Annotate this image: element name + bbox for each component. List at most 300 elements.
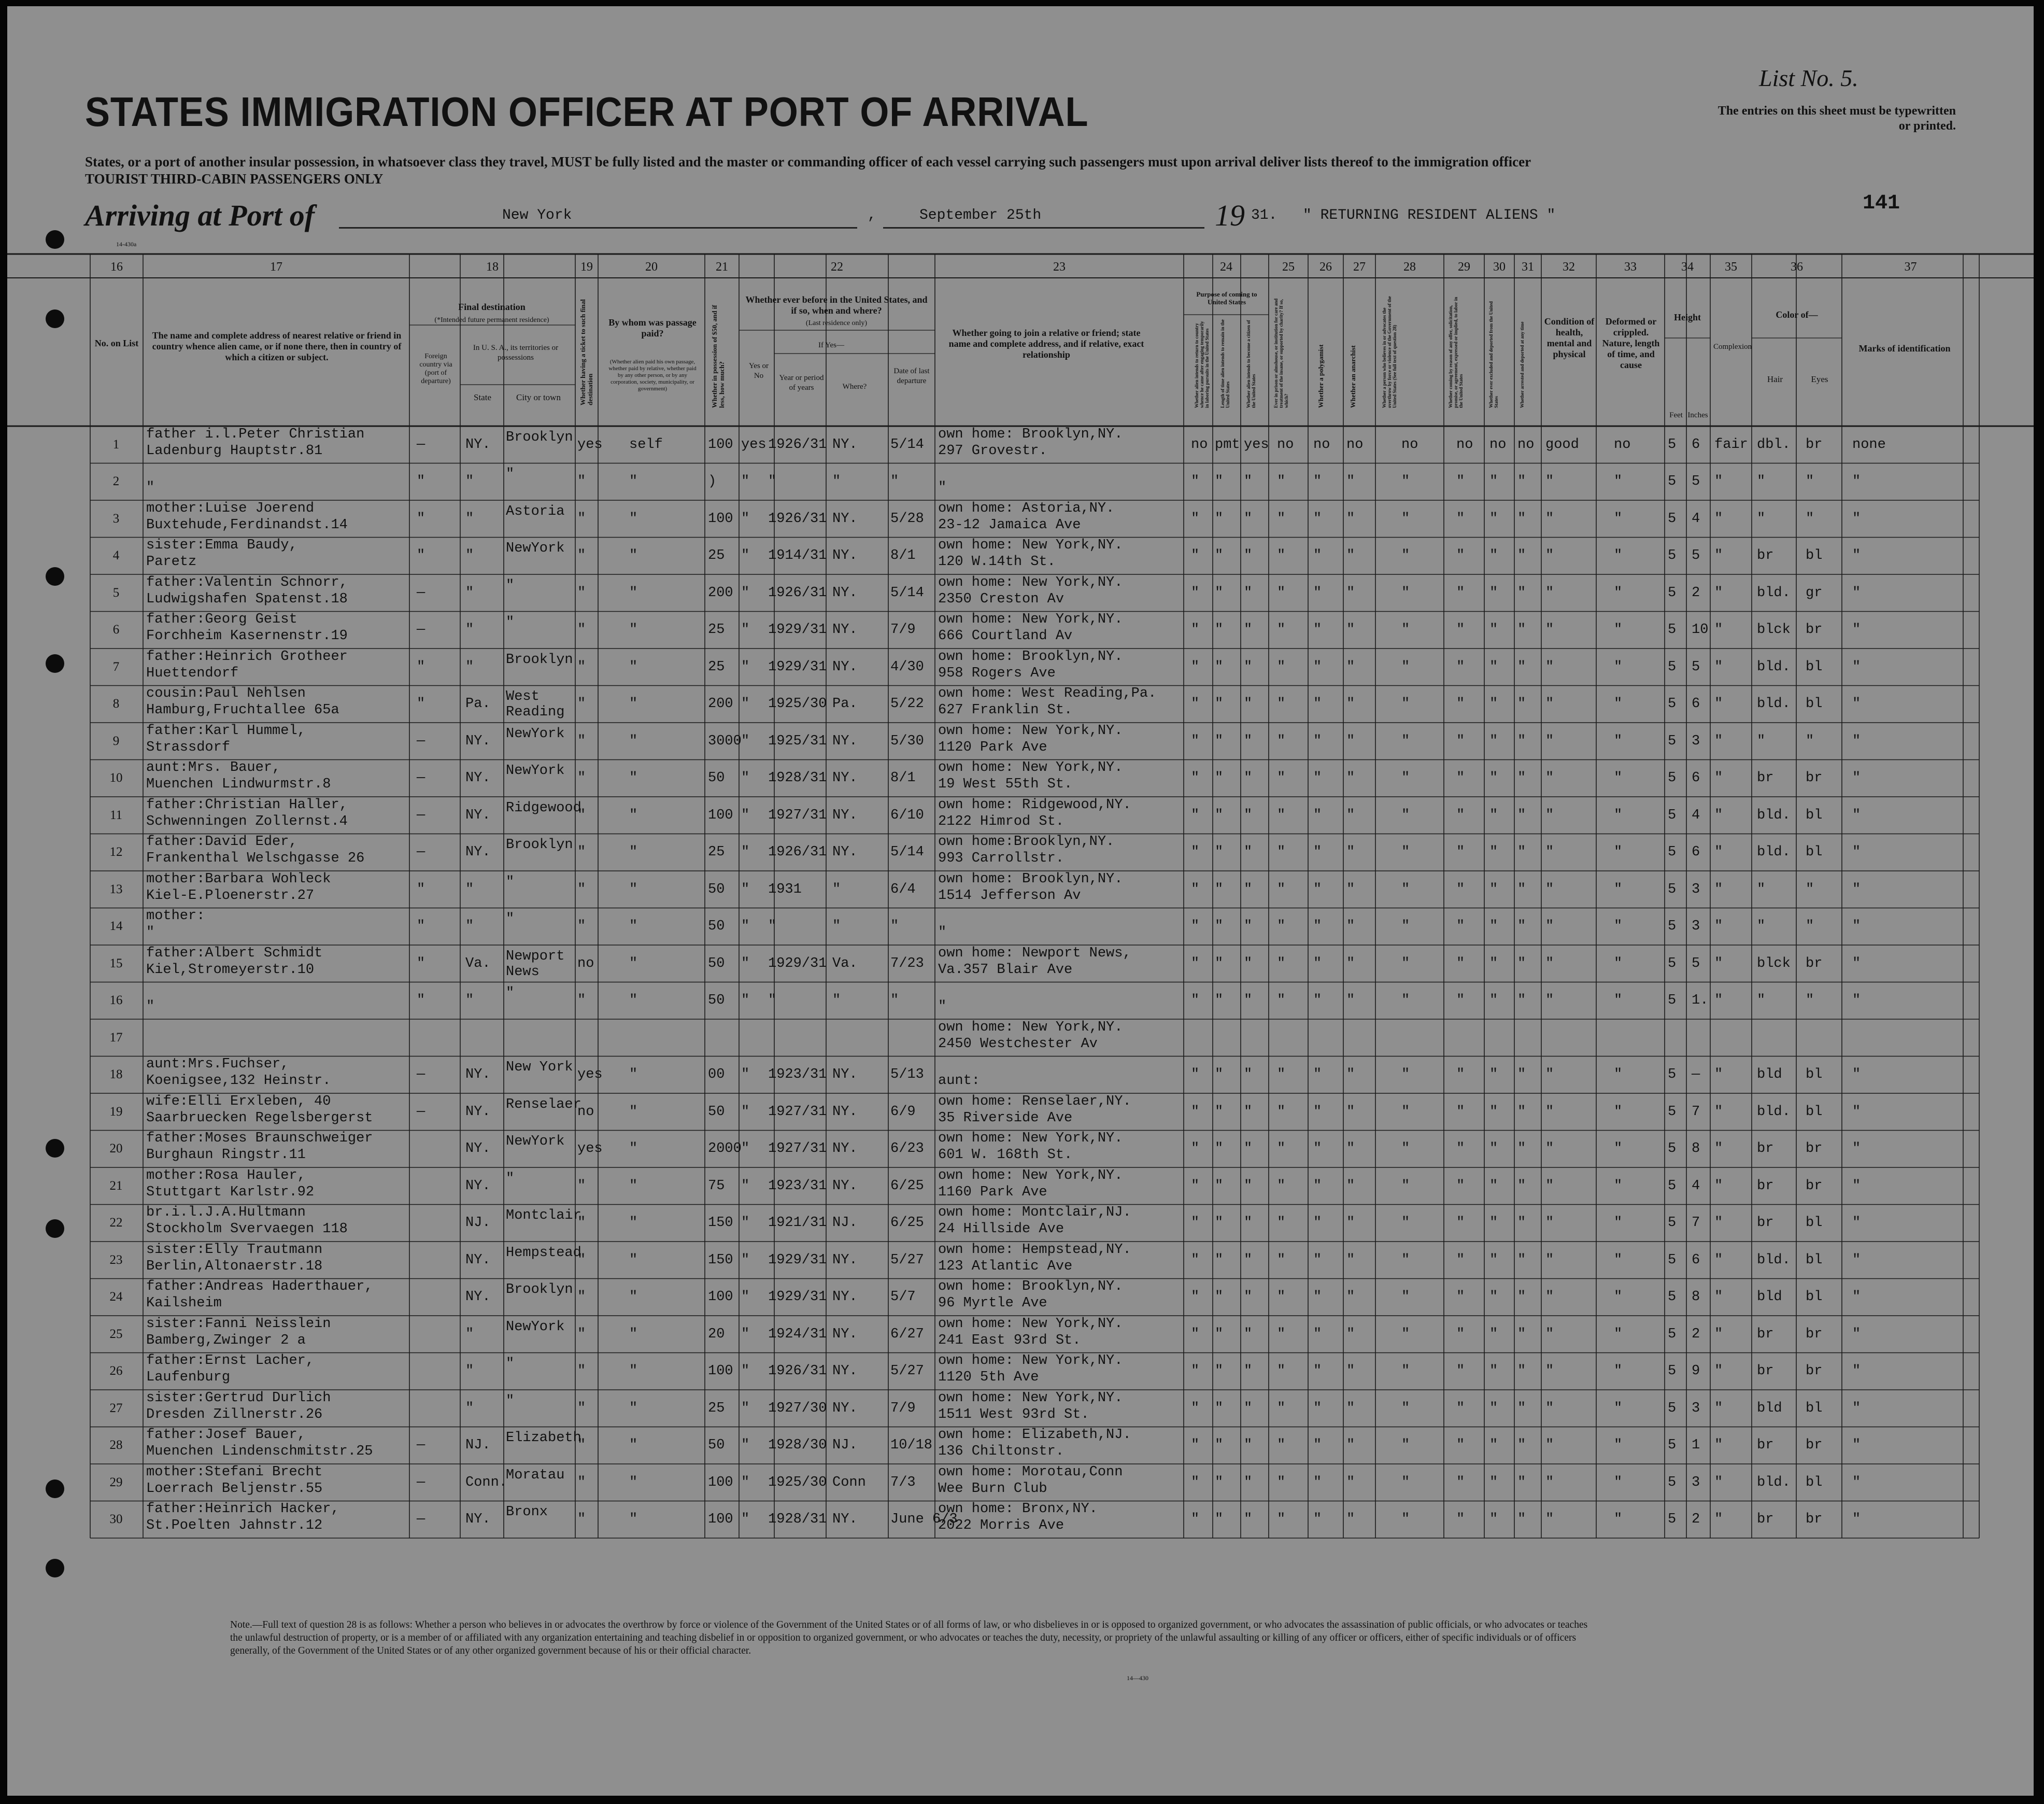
foreign-country: — [417,436,425,453]
prison: " [1277,1326,1286,1342]
arrested: " [1517,622,1526,638]
height-inches: 5 [1692,659,1700,675]
arrested: " [1517,807,1526,823]
overthrow: " [1401,919,1410,935]
contract-labor: " [1456,622,1465,638]
height-inches: 5 [1692,548,1700,564]
identification-marks: " [1852,919,1861,935]
prison: " [1277,993,1286,1009]
identification-marks: " [1852,807,1861,823]
health: " [1545,1067,1554,1083]
purpose-return: " [1191,1252,1200,1268]
where: NY. [832,1141,858,1157]
year-period: 1929/31 [768,1289,827,1305]
last-departure: 8/1 [890,548,916,564]
paid-by: " [629,511,638,527]
purpose-length: " [1215,844,1224,861]
year-period: 1923/31 [768,1178,827,1194]
contract-labor: " [1456,955,1465,971]
height-inches: 7 [1692,1215,1700,1231]
polygamist: " [1313,548,1322,564]
ticket: " [577,622,586,638]
identification-marks: " [1852,474,1861,490]
purpose-return: " [1191,770,1200,786]
eye-color: br [1806,622,1823,638]
health: " [1545,1252,1554,1268]
height-inches: 5 [1692,474,1700,490]
column-number: 18 [486,260,499,274]
polygamist: " [1313,1326,1322,1342]
prison: " [1277,1474,1286,1490]
joining-line-2: 23-12 Jamaica Ave [938,517,1081,533]
contract-labor: " [1456,993,1465,1009]
relative-line-1: br.i.l.J.A.Hultmann [146,1205,306,1221]
ever-before: " [741,1215,750,1231]
height-feet: 5 [1668,511,1677,527]
relative-line-2: Dresden Zillnerstr.26 [146,1406,323,1422]
height-inches: — [1692,1067,1700,1083]
anarchist: " [1346,844,1355,861]
paid-by: " [629,1215,638,1231]
header-before-us-note: (Last residence only) [805,319,868,327]
row-number: 3 [112,511,120,526]
row-number: 4 [112,548,120,563]
deformed: no [1614,436,1631,453]
purpose-citizen: " [1244,733,1253,749]
last-departure: 7/9 [890,1400,916,1416]
last-departure: 6/23 [890,1141,924,1157]
paid-by: " [629,1326,638,1342]
city-line-2: News [506,964,540,980]
eye-color: " [1806,919,1814,935]
last-departure: " [890,993,899,1009]
hair-color: bld. [1757,1252,1791,1268]
height-inches: 8 [1692,1289,1700,1305]
year-period: 1929/31 [768,622,827,638]
height-inches: 2 [1692,585,1700,601]
complexion: " [1714,1067,1723,1083]
hair-color: " [1757,881,1766,897]
overthrow: " [1401,881,1410,897]
money: 25 [708,1400,725,1416]
city: NewYork [506,1134,565,1150]
purpose-citizen: " [1244,807,1253,823]
ever-before: " [741,474,750,490]
where: Pa. [832,696,858,712]
joining-line-2: 136 Chiltonstr. [938,1444,1064,1460]
ticket: " [577,1363,586,1379]
identification-marks: " [1852,770,1861,786]
polygamist: " [1313,1104,1322,1120]
purpose-length: " [1215,1437,1224,1454]
health: " [1545,1363,1554,1379]
header-relative: The name and complete address of nearest relative or friend in country whence alien came, or if none there, then in country of which a citizen or subject. [152,330,402,362]
identification-marks: " [1852,1400,1861,1416]
purpose-citizen: " [1244,1141,1253,1157]
relative-line-2: Kailsheim [146,1295,222,1312]
overthrow: " [1401,622,1410,638]
hair-color: bld. [1757,807,1791,823]
where: NY. [832,1363,858,1379]
height-inches: 1 [1692,1437,1700,1454]
polygamist: " [1313,919,1322,935]
year-period: 1926/31 [768,844,827,861]
excluded: " [1489,993,1498,1009]
paid-by: " [629,955,638,971]
page-number: 141 [1863,192,1900,215]
excluded: " [1489,955,1498,971]
eye-color: " [1806,993,1814,1009]
header-city: City or town [516,392,561,402]
polygamist: " [1313,474,1322,490]
paid-by: " [629,1400,638,1416]
eye-color: br [1806,1512,1823,1528]
excluded: " [1489,1363,1498,1379]
money: 200 [708,585,733,601]
identification-marks: " [1852,1141,1861,1157]
purpose-citizen: " [1244,659,1253,675]
identification-marks: " [1852,1215,1861,1231]
prison: " [1277,1289,1286,1305]
where: NY. [832,622,858,638]
ever-before: " [741,844,750,861]
joining-line-2: 1511 West 93rd St. [938,1406,1089,1422]
height-feet: 5 [1668,1512,1677,1528]
paid-by: " [629,1067,638,1083]
complexion: " [1714,511,1723,527]
health: good [1545,436,1579,453]
height-feet: 5 [1668,1474,1677,1490]
height-feet: 5 [1668,1252,1677,1268]
binder-hole [46,230,64,249]
height-feet: 5 [1668,844,1677,861]
relative-line-2: Berlin,Altonaerstr.18 [146,1258,323,1274]
anarchist: " [1346,1289,1355,1305]
polygamist: " [1313,993,1322,1009]
purpose-citizen: " [1244,1437,1253,1454]
excluded: " [1489,474,1498,490]
overthrow: " [1401,1178,1410,1194]
purpose-length: " [1215,1252,1224,1268]
height-inches: 5 [1692,955,1700,971]
excluded: " [1489,511,1498,527]
complexion: " [1714,474,1723,490]
paid-by: " [629,1252,638,1268]
column-number: 23 [1053,260,1066,274]
ever-before: " [741,1067,750,1083]
foreign-country: — [417,622,425,638]
identification-marks: " [1852,1437,1861,1454]
height-feet: 5 [1668,955,1677,971]
year-period: 1927/31 [768,1141,827,1157]
purpose-citizen: " [1244,1067,1253,1083]
health: " [1545,955,1554,971]
anarchist: " [1346,659,1355,675]
row-number: 16 [109,993,123,1008]
subtitle-instructions: States, or a port of another insular possession, in whatsoever class they travel, MUST be fully listed and the master or commanding officer of each vessel carrying such passengers must upon arrival deliver lists thereof to the immigration officer [85,154,1531,170]
joining-line-2: Wee Burn Club [938,1481,1047,1497]
joining-line-2: " [938,999,947,1015]
relative-line-1: father:Moses Braunschweiger [146,1131,373,1147]
ever-before: " [741,1141,750,1157]
height-inches: 4 [1692,511,1700,527]
date-value: September 25th [919,207,1042,223]
port-value: New York [502,207,572,223]
column-number: 19 [580,260,593,274]
contract-labor: " [1456,807,1465,823]
height-feet: 5 [1668,622,1677,638]
column-number: 28 [1403,260,1416,274]
city: Hempstead [506,1245,581,1261]
joining-line-1: own home: New York,NY. [938,760,1123,776]
row-number: 27 [109,1401,123,1415]
foreign-country: — [417,807,425,823]
city: Brooklyn [506,652,573,668]
hair-color: bld. [1757,659,1791,675]
relative-line-1: cousin:Paul Nehlsen [146,686,306,702]
binder-hole [46,567,64,586]
header-paid-by-note: (Whether alien paid his own passage, whether paid by relative, whether paid by any other person, or by any corporation, society, municipality, or government) [608,359,697,392]
header-marks: Marks of identification [1858,343,1951,354]
prison: " [1277,1400,1286,1416]
foreign-country: — [417,1067,425,1083]
deformed: " [1614,1104,1623,1120]
paid-by: " [629,696,638,712]
relative-line-2: Burghaun Ringstr.11 [146,1147,306,1163]
column-number: 16 [110,260,123,274]
polygamist: " [1313,807,1322,823]
state: " [465,1400,474,1416]
purpose-length: " [1215,659,1224,675]
complexion: " [1714,1289,1723,1305]
prison: " [1277,1252,1286,1268]
polygamist: no [1313,436,1330,453]
purpose-length: " [1215,1326,1224,1342]
overthrow: " [1401,1474,1410,1490]
purpose-return: " [1191,807,1200,823]
health: " [1545,696,1554,712]
overthrow: " [1401,993,1410,1009]
binder-hole [46,1219,64,1238]
purpose-citizen: " [1244,1215,1253,1231]
deformed: " [1614,696,1623,712]
anarchist: " [1346,474,1355,490]
contract-labor: " [1456,696,1465,712]
state: NY. [465,844,491,861]
header-purpose-b: Length of time alien intends to remain in the United States [1220,319,1230,408]
foreign-country: " [417,993,425,1009]
deformed: " [1614,993,1623,1009]
paid-by: " [629,548,638,564]
ever-before: " [741,659,750,675]
arrested: " [1517,1289,1526,1305]
where: NY. [832,1400,858,1416]
deformed: " [1614,770,1623,786]
overthrow: " [1401,511,1410,527]
city: Moratau [506,1467,565,1483]
purpose-citizen: " [1244,1178,1253,1194]
header-state: State [474,392,491,402]
where: NJ. [832,1437,858,1454]
paid-by: " [629,733,638,749]
foreign-country: " [417,696,425,712]
year-period: 1926/31 [768,511,827,527]
overthrow: " [1401,955,1410,971]
hair-color: " [1757,993,1766,1009]
anarchist: " [1346,1067,1355,1083]
row-number: 22 [109,1216,123,1230]
purpose-citizen: " [1244,1512,1253,1528]
complexion: " [1714,1252,1723,1268]
eye-color: bl [1806,1474,1823,1490]
deformed: " [1614,1512,1623,1528]
identification-marks: " [1852,511,1861,527]
purpose-return: " [1191,696,1200,712]
height-feet: 5 [1668,585,1677,601]
header-usa-note: In U. S. A., its territories or possessions [473,344,559,362]
purpose-length: " [1215,511,1224,527]
polygamist: " [1313,1141,1322,1157]
deformed: " [1614,1474,1623,1490]
height-inches: 1. [1692,993,1709,1009]
relative-line-1: father:Georg Geist [146,612,297,628]
prison: no [1277,436,1294,453]
joining-line-2: 1160 Park Ave [938,1184,1047,1200]
header-polygamist: Whether a polygamist [1317,344,1325,408]
overthrow: " [1401,733,1410,749]
ever-before: yes [741,436,766,453]
header-money: Whether in possession of $50, and if less, how much? [711,305,726,408]
state: NY. [465,1512,491,1528]
foreign-country: — [417,1512,425,1528]
purpose-length: " [1215,1215,1224,1231]
where: NY. [832,1512,858,1528]
city: Newport [506,948,565,964]
ever-before: " [741,1474,750,1490]
where: Conn [832,1474,866,1490]
hair-color: br [1757,1178,1774,1194]
purpose-length: " [1215,622,1224,638]
ever-before: " [741,1512,750,1528]
health: " [1545,1474,1554,1490]
joining-line-1: own home: West Reading,Pa. [938,686,1157,702]
eye-color: bl [1806,1400,1823,1416]
complexion: " [1714,844,1723,861]
arrested: " [1517,1400,1526,1416]
column-number: 33 [1624,260,1637,274]
arrested: " [1517,1252,1526,1268]
height-feet: 5 [1668,881,1677,897]
relative-line-2: Hamburg,Fruchtallee 65a [146,702,339,718]
complexion: " [1714,1363,1723,1379]
relative-line-2: Buxtehude,Ferdinandst.14 [146,517,348,533]
identification-marks: " [1852,1363,1861,1379]
where: NY. [832,436,858,453]
row-number: 18 [109,1067,123,1082]
joining-line-2: 666 Courtland Av [938,628,1073,644]
eye-color: br [1806,770,1823,786]
last-departure: 7/23 [890,955,924,971]
height-feet: 5 [1668,1400,1677,1416]
money: 150 [708,1252,733,1268]
row-number: 26 [109,1364,123,1378]
relative-line-2: Ludwigshafen Spatenst.18 [146,591,348,607]
header-no-on-list: No. on List [94,338,139,348]
eye-color: bl [1806,659,1823,675]
year-period: 1927/31 [768,1104,827,1120]
deformed: " [1614,1215,1623,1231]
health: " [1545,1437,1554,1454]
purpose-return: " [1191,955,1200,971]
money: 25 [708,622,725,638]
hair-color: br [1757,1215,1774,1231]
relative-line-1: mother:Rosa Hauler, [146,1167,306,1183]
city: NewYork [506,541,565,557]
city: Montclair [506,1208,581,1224]
paid-by: " [629,1289,638,1305]
purpose-citizen: " [1244,919,1253,935]
polygamist: " [1313,1474,1322,1490]
class-note: " RETURNING RESIDENT ALIENS " [1303,207,1556,223]
excluded: " [1489,659,1498,675]
state: Va. [465,955,491,971]
prison: " [1277,807,1286,823]
year-period: 1928/31 [768,770,827,786]
money: 25 [708,659,725,675]
height-inches: 2 [1692,1326,1700,1342]
purpose-citizen: " [1244,622,1253,638]
purpose-return: " [1191,585,1200,601]
excluded: " [1489,770,1498,786]
ticket: no [577,1104,594,1120]
purpose-length: " [1215,1067,1224,1083]
joining-line-1: own home: New York,NY. [938,723,1123,739]
excluded: no [1489,436,1507,453]
form-code-top: 14-430a [116,241,137,248]
city: " [506,1393,515,1409]
complexion: fair [1714,436,1748,453]
city: " [506,615,515,631]
purpose-length: " [1215,1512,1224,1528]
height-feet: 5 [1668,919,1677,935]
anarchist: " [1346,919,1355,935]
page-title: STATES IMMIGRATION OFFICER AT PORT OF ARRIVAL [85,89,1089,135]
overthrow: " [1401,1289,1410,1305]
money: 100 [708,1474,733,1490]
row-number: 10 [109,771,123,785]
deformed: " [1614,1289,1623,1305]
purpose-length: " [1215,474,1224,490]
relative-line-1: aunt:Mrs.Fuchser, [146,1056,289,1073]
purpose-length: pmt [1215,436,1240,453]
where: NY. [832,1104,858,1120]
row-number: 7 [112,659,120,674]
state: NY. [465,770,491,786]
money: 75 [708,1178,725,1194]
city: Ridgewood [506,800,581,816]
where: NY. [832,844,858,861]
year-period: 1914/31 [768,548,827,564]
header-ticket: Whether having a ticket to such final destination [579,299,594,405]
purpose-citizen: " [1244,1289,1253,1305]
identification-marks: " [1852,1512,1861,1528]
header-where: Where? [842,383,867,391]
eye-color: bl [1806,1067,1823,1083]
list-number: List No. 5. [1759,65,1858,91]
contract-labor: " [1456,1067,1465,1083]
purpose-citizen: " [1244,993,1253,1009]
identification-marks: " [1852,622,1861,638]
